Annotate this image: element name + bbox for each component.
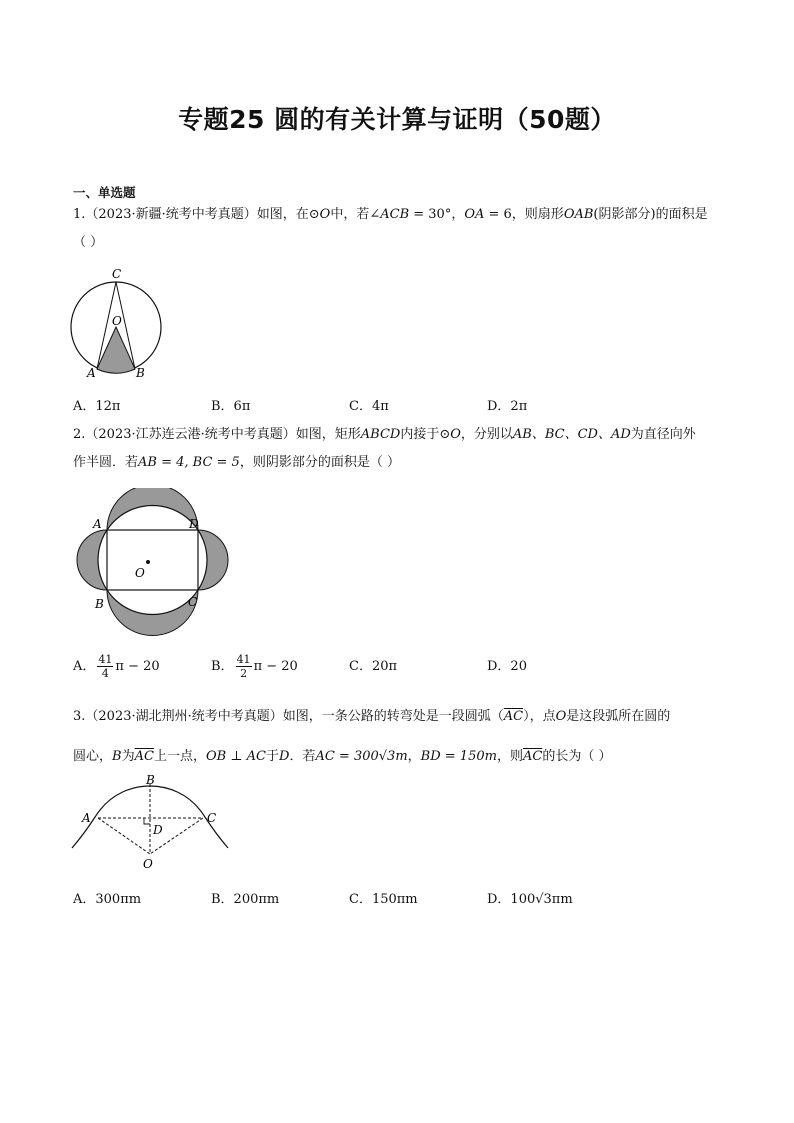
q3-arc: $\overline{AC}$: [503, 709, 524, 724]
q1-option-d[interactable]: D．2π: [487, 399, 528, 414]
question-2: [73, 421, 725, 477]
q2-label-c: C: [188, 595, 198, 609]
question-3: [73, 697, 733, 777]
q2-text-e: 作半圆．若: [73, 455, 139, 470]
q3-line2b: 为: [121, 749, 135, 764]
q1-o: O: [319, 207, 331, 222]
section-heading: 一、单选题: [73, 185, 136, 200]
q3-option-d[interactable]: D．100√3πm: [487, 892, 573, 907]
q1-text-e: (阴影部分)的面积是: [593, 207, 708, 222]
q2-option-c[interactable]: C．20π: [349, 659, 398, 674]
q1-label-b: B: [136, 366, 145, 380]
q2-figure: [66, 488, 246, 640]
question-1: [73, 201, 725, 257]
q3-line2e: ．若: [289, 749, 316, 764]
q2-option-a-denominator: 4: [101, 667, 109, 680]
q2-option-b[interactable]: [211, 651, 298, 683]
q1-option-a[interactable]: A．12π: [73, 399, 121, 414]
q2-label-a: A: [93, 517, 102, 531]
q2-option-b-numerator: 41: [236, 653, 251, 666]
q2-option-a-prefix: A．: [73, 659, 96, 674]
q1-text-f: （ ）: [73, 235, 104, 250]
q3-option-a[interactable]: A．300πm: [73, 892, 142, 907]
q3-arc-2: $\overline{AC}$: [134, 749, 154, 764]
q3-b: B: [112, 749, 122, 764]
q2-option-d[interactable]: D．20: [487, 659, 527, 674]
q3-label-d: D: [153, 823, 163, 837]
q1-figure: [66, 265, 170, 381]
q3-bd: BD = 150m: [420, 749, 497, 764]
q2-option-a-fraction: [97, 653, 113, 680]
q3-option-c[interactable]: C．150πm: [349, 892, 418, 907]
q2-label-d: D: [189, 517, 199, 531]
q2-label-b: B: [95, 597, 104, 611]
q2-option-b-prefix: B．: [211, 659, 234, 674]
q3-option-b[interactable]: B．200πm: [211, 892, 280, 907]
q2-option-a-numerator: 41: [98, 653, 113, 666]
q3-line1: 3.（2023·湖北荆州·统考中考真题）如图，一条公路的转弯处是一段圆弧（: [73, 709, 504, 724]
q3-line2d: 于: [266, 749, 280, 764]
q3-ac: AC = 300√3m: [315, 749, 408, 764]
q3-line2g: ，则: [496, 749, 523, 764]
q1-option-b[interactable]: B．6π: [211, 399, 251, 414]
page-title: 专题25 圆的有关计算与证明（50题）: [178, 105, 616, 134]
q1-option-c[interactable]: C．4π: [349, 399, 389, 414]
q3-right-angle-mark: [144, 818, 150, 824]
q3-label-c: C: [207, 811, 217, 825]
q1-label-o: O: [112, 314, 122, 328]
q3-line2h: 的长为（ ）: [542, 749, 612, 764]
q1-angle: ACB: [380, 207, 410, 222]
q1-label-a: A: [87, 366, 96, 380]
q1-oa: OA: [464, 207, 485, 222]
q3-o: O: [555, 709, 567, 724]
q2-o: O: [450, 427, 461, 442]
q2-option-a-tail: π − 20: [115, 659, 160, 674]
q3-line2a: 圆心，: [73, 749, 113, 764]
q2-rect: ABCD: [360, 427, 401, 442]
q2-sides: AB、BC、CD、AD: [512, 427, 631, 442]
q2-text-a: 2.（2023·江苏连云港·统考中考真题）如图，矩形: [73, 427, 361, 442]
q2-text-f: ，则阴影部分的面积是（ ）: [239, 455, 400, 470]
q2-option-a[interactable]: [73, 651, 160, 683]
q3-options: [73, 888, 733, 912]
q1-sector: OAB: [563, 207, 594, 222]
q1-text-c: = 30°，: [409, 207, 465, 222]
q1-label-c: C: [112, 267, 122, 281]
q3-line2c: 上一点，: [153, 749, 206, 764]
q3-label-b: B: [146, 773, 155, 787]
q3-figure: [70, 772, 230, 872]
q3-d: D: [279, 749, 290, 764]
q1-shaded-sector: [97, 327, 135, 373]
q2-text-d: 为直径向外: [630, 427, 696, 442]
q1-text-b: 中，若∠: [330, 207, 381, 222]
q2-text-b: 内接于⊙: [400, 427, 451, 442]
q2-option-b-denominator: 2: [240, 667, 248, 680]
q3-line1c: 是这段弧所在圆的: [566, 709, 671, 724]
q3-perp: OB ⊥ AC: [205, 749, 266, 764]
q2-text-c: ，分别以: [460, 427, 513, 442]
q2-option-b-fraction: [236, 653, 252, 680]
q3-line1b: ），点: [523, 709, 556, 724]
q3-label-o: O: [143, 857, 153, 871]
q2-center-dot: [146, 560, 150, 564]
q1-text-d: = 6，则扇形: [484, 207, 564, 222]
q3-label-a: A: [82, 811, 91, 825]
q2-option-b-tail: π − 20: [253, 659, 298, 674]
q2-options: [73, 651, 733, 683]
q2-label-o: O: [135, 566, 145, 580]
q3-line-ao: [98, 818, 150, 854]
q3-arc-3: $\overline{AC}$: [522, 749, 543, 764]
q1-options: [73, 395, 733, 419]
q2-cond: AB = 4, BC = 5: [138, 455, 240, 470]
q3-line2f: ，: [407, 749, 421, 764]
q1-text-a: 1.（2023·新疆·统考中考真题）如图，在⊙: [73, 207, 320, 222]
